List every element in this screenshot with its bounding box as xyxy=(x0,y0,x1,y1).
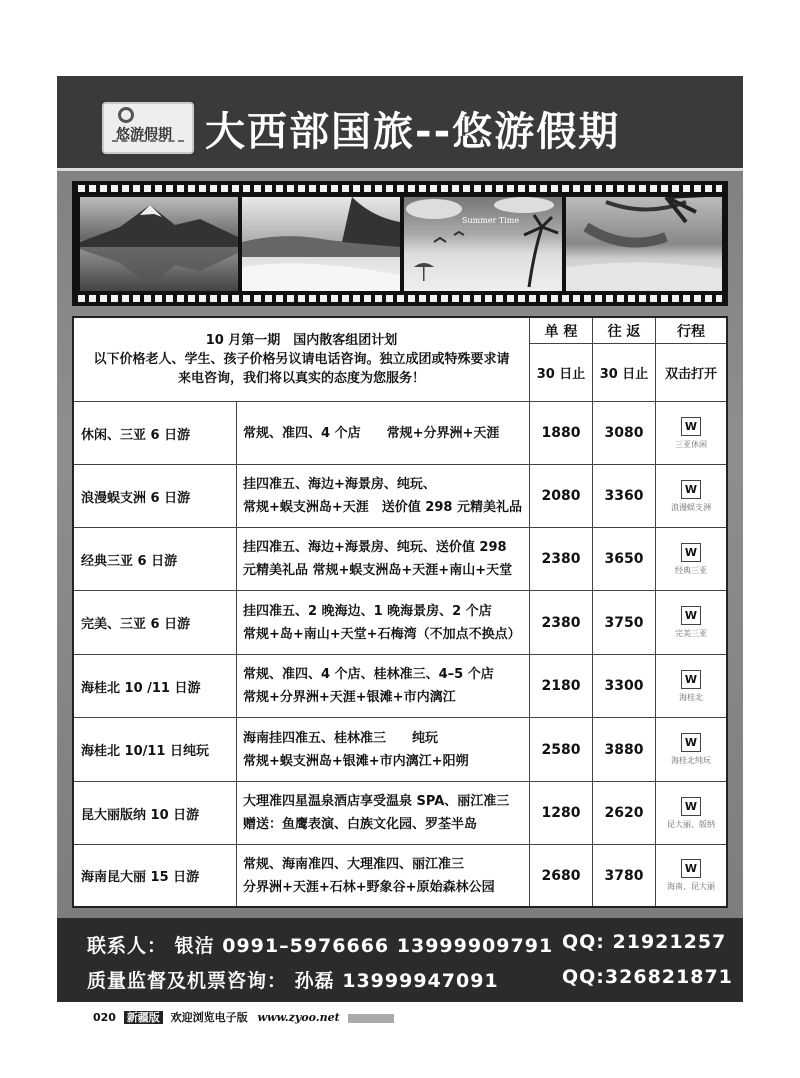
round-price: 3300 xyxy=(593,655,656,718)
round-price: 3880 xyxy=(593,718,656,782)
single-price: 2680 xyxy=(530,845,593,906)
tour-description xyxy=(237,402,530,465)
word-doc-icon: W xyxy=(681,417,701,436)
qq-contact: QQ: 21921257 xyxy=(562,931,727,953)
round-price: 3650 xyxy=(593,528,656,591)
tour-desc-line: 赠送：鱼鹰表演、白族文化园、罗荃半岛 xyxy=(243,817,478,832)
logo xyxy=(102,102,194,154)
single-price: 2380 xyxy=(530,591,593,655)
wave-icon xyxy=(112,140,184,148)
tour-desc-line: 分界洲+天涯+石林+野象谷+原始森林公园 xyxy=(243,879,495,895)
tour-description xyxy=(237,845,530,906)
single-price: 2180 xyxy=(530,655,593,718)
header-single: 单 程 xyxy=(530,318,593,344)
header xyxy=(57,76,743,168)
word-doc-icon: W xyxy=(681,543,701,562)
intro-title: 10 月第一期 国内散客组团计划 xyxy=(205,333,398,348)
file-caption: 完美三亚 xyxy=(675,629,707,638)
intro-line: 以下价格老人、学生、孩子价格另议请电话咨询。独立成团或特殊要求请 xyxy=(93,352,510,367)
file-caption: 海南、昆大丽 xyxy=(667,882,715,891)
file-caption: 经典三亚 xyxy=(675,565,707,575)
tour-desc-line: 常规+岛+南山+天堂+石梅湾（不加点不换点） xyxy=(243,626,521,642)
qq-supervisor: QQ:326821871 xyxy=(562,966,733,988)
single-price: 2080 xyxy=(530,465,593,528)
header-single-until: 30 日止 xyxy=(530,344,593,402)
header-itinerary: 行程 xyxy=(656,318,726,344)
tour-name: 休闲、三亚 6 日游 xyxy=(74,402,237,465)
tour-desc-line: 元精美礼品 常规+蜈支洲岛+天涯+南山+天堂 xyxy=(243,563,513,578)
single-price: 1280 xyxy=(530,782,593,845)
file-caption: 浪漫蜈支洲 xyxy=(671,502,711,512)
page-footer xyxy=(93,1009,394,1025)
tour-desc-line: 挂四准五、2 晚海边、1 晚海景房、2 个店 xyxy=(243,603,492,619)
itinerary-file-link[interactable] xyxy=(656,402,726,465)
table-intro xyxy=(74,318,530,402)
supervisor-line: 质量监督及机票咨询： 孙磊 13999947091 xyxy=(87,970,499,992)
page-title: 大西部国旅--悠游假期 xyxy=(205,109,621,155)
word-doc-icon: W xyxy=(681,480,701,499)
single-price: 2380 xyxy=(530,528,593,591)
tour-name: 浪漫蜈支洲 6 日游 xyxy=(74,465,237,528)
tour-desc-line: 常规+蜈支洲岛+银滩+市内漓江+阳朔 xyxy=(243,753,469,769)
round-price: 2620 xyxy=(593,782,656,845)
tour-desc-line: 常规、准四、4 个店、桂林准三、4–5 个店 xyxy=(243,667,494,682)
word-doc-icon: W xyxy=(681,670,701,689)
tour-desc-line: 常规+分界洲+天涯+银滩+市内漓江 xyxy=(243,690,456,705)
edition-badge: 新疆版 xyxy=(124,1011,163,1024)
summer-time-photo xyxy=(404,197,562,291)
file-caption: 海桂北 xyxy=(679,692,703,702)
itinerary-file-link[interactable] xyxy=(656,782,726,845)
header-round: 往 返 xyxy=(593,318,656,344)
tour-description xyxy=(237,465,530,528)
contact-footer xyxy=(57,918,743,1002)
word-doc-icon: W xyxy=(681,797,701,816)
tour-desc-line: 常规、准四、4 个店 常规+分界洲+天涯 xyxy=(243,425,500,441)
contact-line: 联系人： 银洁 0991–5976666 13999909791 xyxy=(87,935,554,957)
itinerary-file-link[interactable] xyxy=(656,845,726,906)
tour-desc-line: 常规、海南准四、大理准四、丽江准三 xyxy=(243,856,465,872)
sun-icon xyxy=(118,107,134,123)
file-caption: 三亚休闲 xyxy=(675,439,707,449)
beach-photo xyxy=(242,197,400,291)
itinerary-file-link[interactable] xyxy=(656,718,726,782)
single-price: 2580 xyxy=(530,718,593,782)
tour-description xyxy=(237,591,530,655)
tour-desc-line: 挂四准五、海边+海景房、纯玩、 xyxy=(243,477,436,492)
file-caption: 海桂北纯玩 xyxy=(671,756,711,765)
header-open-hint: 双击打开 xyxy=(656,344,726,402)
tour-desc-line: 挂四准五、海边+海景房、纯玩、送价值 298 xyxy=(243,540,507,555)
header-round-until: 30 日止 xyxy=(593,344,656,402)
file-caption: 昆大丽、版纳 xyxy=(667,819,715,829)
page-number: 020 xyxy=(93,1011,116,1024)
divider xyxy=(57,168,743,171)
website-link[interactable]: www.zyoo.net xyxy=(257,1011,340,1024)
round-price: 3750 xyxy=(593,591,656,655)
itinerary-file-link[interactable] xyxy=(656,528,726,591)
tour-description xyxy=(237,718,530,782)
tour-desc-line: 海南挂四准五、桂林准三 纯玩 xyxy=(243,730,439,746)
itinerary-file-link[interactable] xyxy=(656,465,726,528)
itinerary-file-link[interactable] xyxy=(656,655,726,718)
tour-description xyxy=(237,528,530,591)
welcome-text: 欢迎浏览电子版 xyxy=(170,1011,248,1024)
tour-name: 经典三亚 6 日游 xyxy=(74,528,237,591)
tour-desc-line: 常规+蜈支洲岛+天涯 送价值 298 元精美礼品 xyxy=(243,500,522,515)
word-doc-icon: W xyxy=(681,859,701,878)
tour-name: 昆大丽版纳 10 日游 xyxy=(74,782,237,845)
tour-description xyxy=(237,782,530,845)
round-price: 3780 xyxy=(593,845,656,906)
tour-description xyxy=(237,655,530,718)
photo-film-strip xyxy=(72,181,728,306)
logo-text: 悠游假期 xyxy=(116,127,172,143)
tour-name: 海桂北 10/11 日纯玩 xyxy=(74,718,237,782)
mountain-lake-photo xyxy=(80,197,238,291)
film-perforation-top xyxy=(78,185,722,192)
round-price: 3360 xyxy=(593,465,656,528)
tour-name: 完美、三亚 6 日游 xyxy=(74,591,237,655)
decorative-bar xyxy=(348,1014,394,1023)
itinerary-file-link[interactable] xyxy=(656,591,726,655)
round-price: 3080 xyxy=(593,402,656,465)
hammock-photo xyxy=(566,197,722,291)
tour-desc-line: 大理准四星温泉酒店享受温泉 SPA、丽江准三 xyxy=(243,794,510,809)
tour-name: 海桂北 10 /11 日游 xyxy=(74,655,237,718)
single-price: 1880 xyxy=(530,402,593,465)
photo-caption: Summer Time xyxy=(462,216,520,225)
tour-price-table xyxy=(72,316,728,908)
film-perforation-bottom xyxy=(78,295,722,302)
word-doc-icon: W xyxy=(681,606,701,625)
word-doc-icon: W xyxy=(681,733,701,752)
tour-name: 海南昆大丽 15 日游 xyxy=(74,845,237,906)
intro-line: 来电咨询，我们将以真实的态度为您服务！ xyxy=(177,371,425,386)
